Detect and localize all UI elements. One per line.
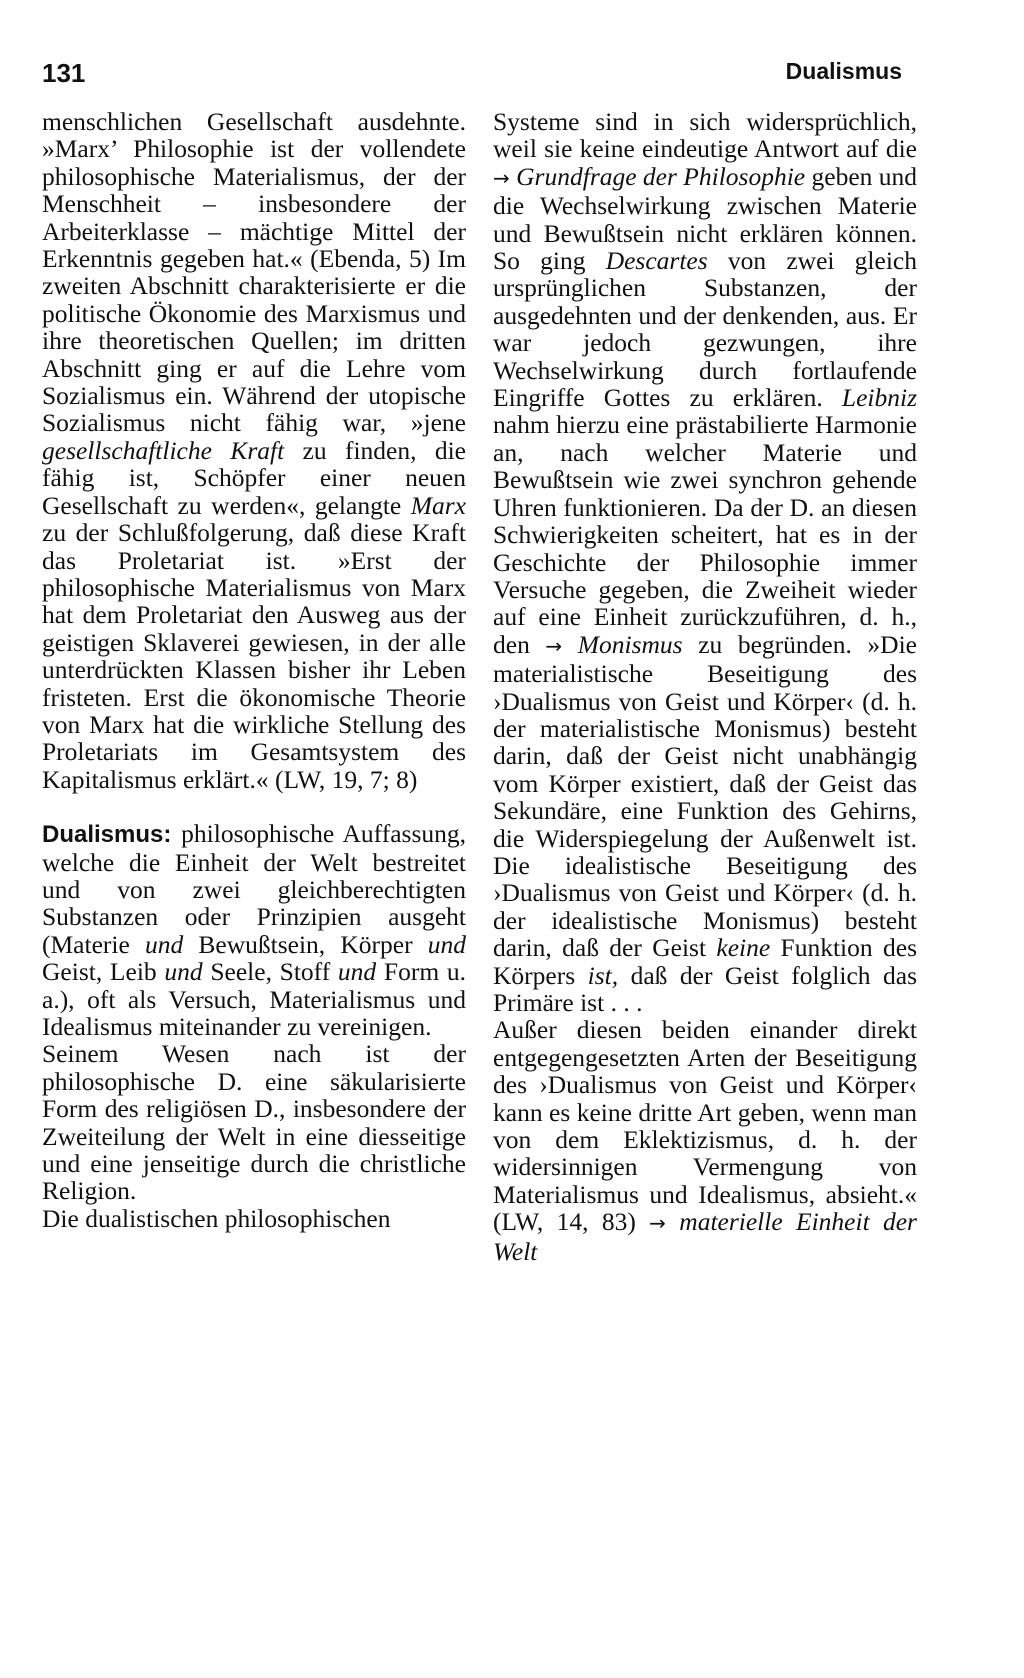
cross-reference-link[interactable]: Grundfrage der Philosophie [516,161,806,191]
cross-reference-arrow-icon: → [545,633,563,658]
cross-reference-arrow-icon: → [493,165,510,190]
cross-reference-link[interactable]: materielle Einheit der Welt [493,1207,917,1266]
cross-reference-link[interactable]: Monismus [577,629,683,659]
left-column [42,108,466,1232]
paragraph-systems-start: Die dualistischen philosophischen [42,1203,391,1233]
entry-headword: Dualismus: [42,821,172,849]
paragraph-systems: Systeme sind in sich widersprüchlich, weil sie keine eindeutige Antwort auf die → Grundfrage der Philosophie geben und die Wechselwirkung zwischen Materie und Bewußtsein nicht erklären können. So ging Descartes von zwei gleich ursprünglichen Substanzen, der ausgedehnten und der denkenden, aus. Er war jedoch gezwungen, ihre Wechselwirkung durch fortlaufende Eingriffe Gottes zu erklären. Leibniz nahm hierzu eine prästabilierte Harmonie an, nach welcher Materie und Bewußtsein wie zwei synchron gehende Uhren funktionieren. Da der D. an diesen Schwierigkeiten scheitert, hat es in der Geschichte der Philosophie immer Versuche gegeben, die Zweiheit wieder auf eine Einheit zurückzuführen, d. h., den → Monismus zu begründen. »Die materialistische Beseitigung des ›Dualismus von Geist und Körper‹ (d. h. der materialistische Monismus) besteht darin, daß der Geist nicht unabhängig vom Körper existiert, daß der Geist das Sekundäre, eine Funktion des Gehirns, die Widerspiegelung der Außenwelt ist. Die idealistische Beseitigung des ›Dualismus von Geist und Körper‹ (d. h. der idealistische Monismus) besteht darin, daß der Geist keine Funktion des Körpers ist, daß der Geist folglich das Primäre ist . . . [493,107,918,1017]
page-number: 131 [42,58,86,88]
right-column [493,108,917,1265]
italic-name: Marx [410,490,466,520]
paragraph-conclusion: Außer diesen beiden einander direkt entgegengesetzten Arten der Beseitigung des ›Dualismus von Geist und Körper‹ kann es keine dritte Art geben, wenn man von dem Eklektizismus, d. h. der widersinnigen Vermengung von Materialismus und Idealismus, absieht.« (LW, 14, 83) → materielle Einheit der Welt [493,1015,917,1266]
paragraph-essence: Seinem Wesen nach ist der philosophische D. eine säkularisierte Form des religiösen D., insbesondere der Zweiteilung der Welt in eine diesseitige und eine jenseitige durch die christliche Religion. [42,1039,466,1206]
cross-reference-arrow-icon: → [649,1211,666,1236]
page-header [0,0,1024,100]
italic-term: gesellschaftliche Kraft [42,435,285,465]
continuation-paragraph: menschlichen Gesellschaft ausdehnte. »Marx’ Philosophie ist der vollendete philosophische Materialismus, der der Menschheit – insbesondere der Arbeiterklasse – mächtige Mittel der Erkenntnis gegeben hat.« (Ebenda, 5) Im zweiten Abschnitt charakterisierte er die politische Ökonomie des Marxismus und ihre theoretischen Quellen; im dritten Abschnitt ging er auf die Lehre vom Sozialismus ein. Während der utopische Sozialismus nicht fähig war, »jene gesellschaftliche Kraft zu finden, die fähig ist, Schöpfer einer neuen Gesellschaft zu werden«, gelangte Marx zu der Schlußfolgerung, daß diese Kraft das Proletariat ist. »Erst der philosophische Materialismus von Marx hat dem Proletariat den Ausweg aus der geistigen Sklaverei gewiesen, in der alle unterdrückten Klassen bisher ihr Leben fristeten. Erst die ökonomische Theorie von Marx hat die wirkliche Stellung des Proletariats im Gesamtsystem des Kapitalismus erklärt.« (LW, 19, 7; 8) [42,107,466,794]
running-head: Dualismus [785,58,902,84]
dictionary-entry: Dualismus: philosophische Auffassung, welche die Einheit der Welt bestreitet und von zwei gleichberechtigten Substanzen oder Prinzipien ausgeht (Materie und Bewußtsein, Körper und Geist, Leib und Seele, Stoff und Form u. a.), oft als Versuch, Materialismus und Idealismus miteinander zu vereinigen. [42,819,467,1041]
